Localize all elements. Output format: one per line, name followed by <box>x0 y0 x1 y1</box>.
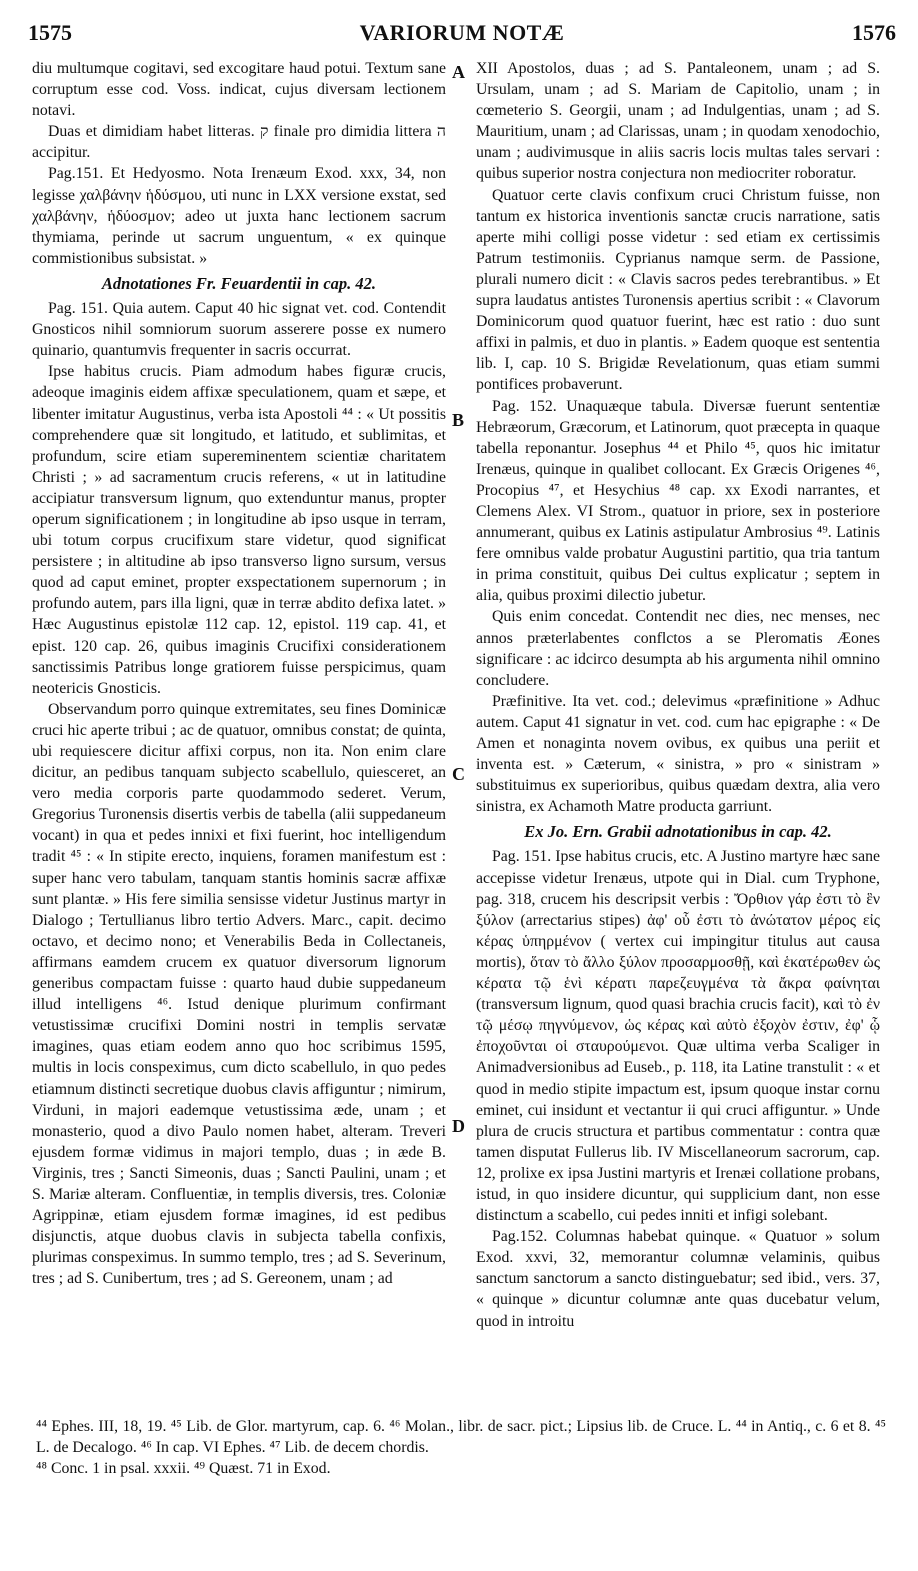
paragraph: Duas et dimidiam habet litteras. ק finale pro dimidia littera ה accipitur. <box>32 123 446 162</box>
section-heading: Adnotationes Fr. Feuardentii in cap. 42. <box>101 273 377 293</box>
margin-letter-a: A <box>452 62 465 82</box>
footnotes <box>36 1416 886 1479</box>
paragraph: Quatuor certe clavis confixum cruci Christum fuisse, non tantum ex historica inventionis sanctæ crucis narratione, satis aperte mihi colligi posse videtur : sed etiam ex certissimis Patrum testimoniis. Cyprianus namque serm. de Passione, plurali numero dicit : « Clavis sacros pedes terebrantibus. » Et supra laudatus antistes Turonensis apertius scribit : « Clavorum Dominicorum quod quatuor fuerint, hæc est ratio : duo sunt affixi in palmis, et duo in plantis. » Eadem quoque est sententia lib. I, cap. 10 S. Brigidæ Revelationum, quas etiam summi pontifices probaverunt. <box>476 186 880 394</box>
paragraph: XII Apostolos, duas ; ad S. Pantaleonem, unam ; ad S. Ursulam, unam ; ad S. Mariam de Capitolio, unam ; in cœmeterio S. Georgii, unam ; ad Indulgentias, unam ; ad S. Mauritium, unam ; ad Clarissas, unam ; in quodam xenodochio, unam ; audivimusque in aliis sacris locis multas tales servari : quibus superior nostra conjectura non mediocriter roboratur. <box>476 60 880 183</box>
paragraph: Pag.151. Et Hedyosmo. Nota Irenæum Exod. xxx, 34, non legisse χαλβάνην ἡδύσμου, uti nunc in LXX versione exstat, sed χαλβάνην, ἡδύοσμον; adeo ut juxta hanc lectionem sacrum thymiama, perinde ut sacrum unguentum, « ex quinque commistionibus subsistat. » <box>32 165 446 267</box>
paragraph: Quis enim concedat. Contendit nec dies, nec menses, nec annos præterlabentes conflctos a se Pleromatis Æones significare : ac idcirco desumpta ab his argumenta nihil omnino concludere. <box>476 608 880 689</box>
paragraph: Præfinitive. Ita vet. cod.; delevimus «præfinitione » Adhuc autem. Caput 41 signatur in vet. cod. cum hac epigraphe : « De Amen et nonaginta novem ovibus, ex quibus una periit et inventa est. » Cæterum, « sinistra, » pro « sinistram » substituimus ex superioribus, quibus quædam dextra, alia vero sinistra, ex Achamoth Matre producta garriunt. <box>476 692 880 816</box>
paragraph: Pag. 151. Ipse habitus crucis, etc. A Justino martyre hæc sane accepisse videtur Irenæus, utpote qui in Dial. cum Tryphone, pag. 318, crucem his descripsit verbis : Ὄρθιον γάρ ἐστι τὸ ἓν ξύλον (arrectarius stipes) ἀφ' οὗ ἐστι τὸ ἀνώτατον μέρος εἰς κέρας ὑπηρμένον ( vertex cui impingitur titulus aut causa mortis), ὅταν τὸ ἄλλο ξύλον προσαρμοσθῇ, καὶ ἑκατέρωθεν ὡς κέρατα τῷ ἑνὶ κέρατι παρεζευγμένα τὰ ἄκρα φαίνηται (transversum lignum, quod quasi brachia crucis facit), καὶ τὸ ἐν τῷ μέσῳ πηγνύμενον, ὡς κέρας καὶ αὐτὸ ἐξοχὸν ἐστιν, ἐφ' ᾧ ἐποχοῦνται οἱ σταυρούμενοι. Quæ ultima verba Scaliger in Animadversionibus ad Euseb., p. 118, ita Latine transtulit : « et quod in medio stipite impactum est, ipsum quoque instar cornu eminet, cui insidunt et vectantur ii qui cruci affiguntur. » Unde plura de crucis structura et partibus commentatur : contra quæ tamen disputat Fullerus lib. IV Miscellaneorum sacrorum, cap. 12, prolixe ex ipsa Justini martyris et Irenæi collatione probans, istud, in quo insidere dicuntur, qui supplicium dant, non esse distinctum a scabello, cui pedes inniti et infigi solebant. <box>476 848 880 1225</box>
margin-letter-b: B <box>452 410 465 430</box>
paragraph: Ipse habitus crucis. Piam admodum habes figuræ crucis, adeoque imaginis eidem affixæ speculationem, quam et sæpe, et libenter imitatur Augustinus, verba ista Apostoli ⁴⁴ : « Ut possitis comprehendere quæ sit longitudo, et latitudo, et sublimitas, et profundum, scire etiam supereminentem scientiæ charitatem Christi ; » ad sacramentum crucis referens, « ut in latitudine accipiatur transversum lignum, quo extenduntur manus, propter operum significationem ; in longitudine ab ipso usque in terram, ubi totum corpus crucifixum stare videtur, quod significat persistere ; in altitudine ab ipso transverso ligno sursum, versus quod ad caput eminet, propter exspectationem supernorum ; in profundo autem, pars illa ligni, quæ in terræ abdito defixa latet. » Hæc Augustinus epistolæ 112 cap. 12, epistol. 119 cap. 41, et epist. 120 cap. 26, quibus imaginis Crucifixi considerationem sanctissimis Patribus longe gratiorem fuisse perspicimus, quam neotericis Gnosticis. <box>32 363 446 697</box>
paragraph: Pag. 151. Quia autem. Caput 40 hic signat vet. cod. Contendit Gnosticos nihil somniorum suorum asserere posse ex numero quinario, quantumvis frequenter in sacris occurrat. <box>32 300 446 360</box>
paragraph: Observandum porro quinque extremitates, seu fines Dominicæ cruci hic aperte tribui ; ac de quatuor, omnibus constat; de quinta, ubi requiescere dicitur affixi corpus, non ita. Non enim clare dicitur, an pedibus tanquam subjecto scabellulo, quiesceret, an vero media corporis parte quodammodo sederet. Verum, Gregorius Turonensis disertis verbis de tabella (alii suppedaneum vocant) in qua et pedes innixi et fixi fuerint, hoc intelligendum tradit ⁴⁵ : « In stipite erecto, inquiens, foramen manifestum est : super hanc vero tabulam, tanquam stantis hominis sacræ affixæ sunt plantæ. » His fere similia sensisse videtur Justinus martyr in Dialogo ; Tertullianus libro tertio Advers. Marc., capit. decimo octavo, et decimo nono; et Venerabilis Beda in Collectaneis, affirmans eamdem crucem ex quatuor diversorum lignorum generibus compactam fuisse : quarto haud dubie suppedaneum illud intelligens ⁴⁶. Istud denique plurimum confirmant vetustissimæ crucifixi Domini nostri in templis servatæ imagines, quas etiam eodem anno quo hoc scribimus 1595, multis in locis conspeximus, cum dicto scabellulo, in quo pedes etiamnum distincti secretique duobus clavis affiguntur ; nimirum, Virduni, in majori eademque vetustissima æde, unam ; et monasterio, quod a divo Paulo nomen habet, alteram. Treveri ejusdem formæ vidimus in majori templo, duas ; in æde B. Virginis, tres ; Sancti Simeonis, duas ; Sancti Paulini, unam ; et S. Mariæ alteram. Confluentiæ, in templis diversis, tres. Coloniæ Agrippinæ, etiam ejusdem formæ imagines, id est pedibus disjunctis, atque duobus clavis in subjecta tabella confixis, plurimas conspeximus. In summo templo, tres ; ad S. Severinum, tres ; ad S. Cunibertum, tres ; ad S. Gereonem, unam ; ad <box>32 700 446 1288</box>
left-column <box>32 58 446 1289</box>
paragraph: Pag.152. Columnas habebat quinque. « Quatuor » solum Exod. xxvi, 32, memorantur columnæ velaminis, quibus sanctum sanctorum a sancto distinguebatur; sed ibid., vers. 37, « quinque » dicuntur columnæ ante quas ducebatur velum, quod in introitu <box>476 1228 880 1330</box>
running-title: VARIORUM NOTÆ <box>359 20 565 45</box>
section-heading: Ex Jo. Ern. Grabii adnotationibus in cap. 42. <box>524 822 832 842</box>
footnote-line: ⁴⁴ Ephes. III, 18, 19. ⁴⁵ Lib. de Glor. martyrum, cap. 6. ⁴⁶ Molan., libr. de sacr. pict.; Lipsius lib. de Cruce. L. ⁴⁴ in Antiq., c. 6 et 8. ⁴⁵ L. de Decalogo. ⁴⁶ In cap. VI Ephes. ⁴⁷ Lib. de decem chordis. <box>36 1418 886 1456</box>
page-number-right: 1576 <box>852 20 896 45</box>
margin-letter-d: D <box>452 1116 465 1136</box>
margin-letter-c: C <box>452 764 465 784</box>
footnote-line: ⁴⁸ Conc. 1 in psal. xxxii. ⁴⁹ Quæst. 71 in Exod. <box>36 1460 331 1477</box>
page-number-left: 1575 <box>28 20 72 45</box>
paragraph: diu multumque cogitavi, sed excogitare haud potui. Textum sane corruptum esse cod. Voss. indicat, cujus diversam lectionem notavi. <box>32 60 446 120</box>
paragraph: Pag. 152. Unaquæque tabula. Diversæ fuerunt sententiæ Hebræorum, Græcorum, et Latinorum, quot præcepta in quaque tabella reponantur. Josephus ⁴⁴ et Philo ⁴⁵, quos hic imitatur Irenæus, quinque in qualibet collocant. Ex Græcis Origenes ⁴⁶, Procopius ⁴⁷, et Hesychius ⁴⁸ cap. xx Exodi narrantes, et Clemens Alex. VI Strom., quatuor in priore, sex in posteriore annumerant, quibus ex Latinis astipulatur Ambrosius ⁴⁹. Latinis fere omnibus valde probatur Augustini partitio, qua tria tantum in prima constituit, quibus Dei cultus explicatur ; septem in alia, quibus proximi dilectio jubetur. <box>476 397 880 605</box>
right-column <box>476 58 880 1332</box>
page-header <box>28 14 896 50</box>
